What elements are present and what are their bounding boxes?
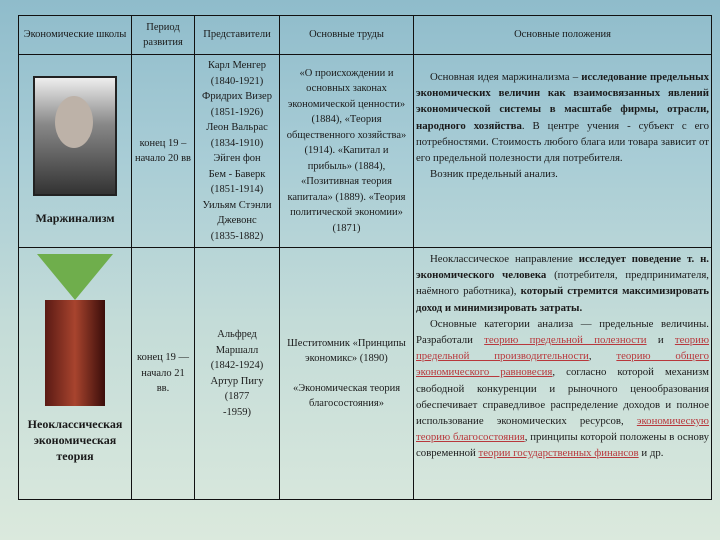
link-general-equilibrium[interactable]: теорию общего экономического равновесия <box>416 350 709 379</box>
text: и <box>646 334 675 347</box>
text: и др. <box>638 447 664 460</box>
period-cell: конец 19 – начало 20 вв <box>132 55 195 248</box>
text: Основные категории анализа — предельные величины. Разработали <box>416 317 709 347</box>
rep-line: (1842-1924) <box>210 360 264 371</box>
works-cell: «О происхождении и основных законах экономической ценности» (1884), «Теория общественного хозяйства» (1914). «Капитал и прибыль» (1884), «Позитивная теория капитала» (1889). «Теория политической экономии» (1871) <box>280 55 414 248</box>
text-bold: исследует поведение т. н. экономического человека <box>416 253 709 282</box>
representatives-cell <box>195 248 280 500</box>
header-period: Период развития <box>132 16 195 55</box>
works-cell <box>280 248 414 500</box>
text: . В центре учения - субъект с его потребностями. Стоимость любого блага или товара зависит от его предельной полезности для потребителя. <box>416 119 709 165</box>
work: Шеститомник «Принципы экономикс» (1890) <box>287 337 406 364</box>
rep-line: Уильям Стэнли <box>202 199 272 211</box>
text: , принципы которой положены в основу современной <box>416 431 709 460</box>
text-bold: который стремится максимизировать доход и минимизировать затраты. <box>416 285 709 314</box>
rep-line: (1851-1926) <box>210 106 264 118</box>
rep-line: Бем - Баверк <box>208 168 266 180</box>
rep-line: Леон Вальрас <box>206 122 268 133</box>
rep-line: Эйген фон <box>213 153 261 164</box>
rep-line: Карл Менгер <box>207 60 267 71</box>
rep-line: (1840-1921) <box>210 75 264 87</box>
menger-portrait <box>33 76 117 196</box>
school-cell <box>19 55 132 248</box>
rep-line: (1834-1910) <box>210 137 264 149</box>
link-marginal-utility[interactable]: теорию предельной полезности <box>484 334 647 347</box>
arrow-down-icon <box>37 254 113 300</box>
rep-line: -1959) <box>223 406 251 418</box>
rep-line: Джевонс <box>217 215 257 226</box>
text: Возник предельный анализ. <box>430 168 558 181</box>
text: Неоклассическое направление <box>430 253 579 265</box>
marshall-picture <box>45 300 105 406</box>
header-representatives: Представители <box>195 16 280 55</box>
period-cell: конец 19 — начало 21 вв. <box>132 248 195 500</box>
school-cell <box>19 248 132 500</box>
text-bold: исследование предельных экономических величин как взаимосвязанных явлений экономической системы в масштабе фирмы, отрасли, народного хозяйства <box>416 71 709 132</box>
rep-line: Артур Пигу (1877 <box>210 375 264 402</box>
table-row <box>19 248 712 500</box>
economic-schools-table <box>18 15 712 500</box>
school-name: Маржинализм <box>35 211 115 225</box>
text: Основная идея маржинализма – <box>430 71 582 83</box>
school-name: Неоклассическая экономическая теория <box>27 417 123 463</box>
work: «Экономическая теория благосостояния» <box>292 382 401 409</box>
text: (потребителя, предпринимателя, наёмного работника), <box>416 269 709 298</box>
rep-line: Альфред Маршалл <box>215 329 259 356</box>
table-row <box>19 55 712 248</box>
link-welfare-economics[interactable]: экономическую теорию благосостояния <box>416 415 709 444</box>
header-works: Основные труды <box>280 16 414 55</box>
link-public-finance[interactable]: теории государственных финансов <box>478 447 639 460</box>
header-school: Экономические школы <box>19 16 132 55</box>
representatives-cell <box>195 55 280 248</box>
rep-line: Фридрих Визер <box>202 91 272 102</box>
provisions-cell <box>414 248 712 500</box>
rep-line: (1835-1882) <box>210 230 264 242</box>
text: , <box>588 350 617 363</box>
provisions-cell <box>414 55 712 248</box>
header-provisions: Основные положения <box>414 16 712 55</box>
text: , согласно которой механизм свободной конкуренции и рыночного ценообразования обеспечивает справедливое распределение доходов и полное использование экономических ресурсов, <box>416 366 709 428</box>
link-marginal-productivity[interactable]: теорию предельной производительности <box>416 334 710 363</box>
rep-line: (1851-1914) <box>210 184 264 195</box>
